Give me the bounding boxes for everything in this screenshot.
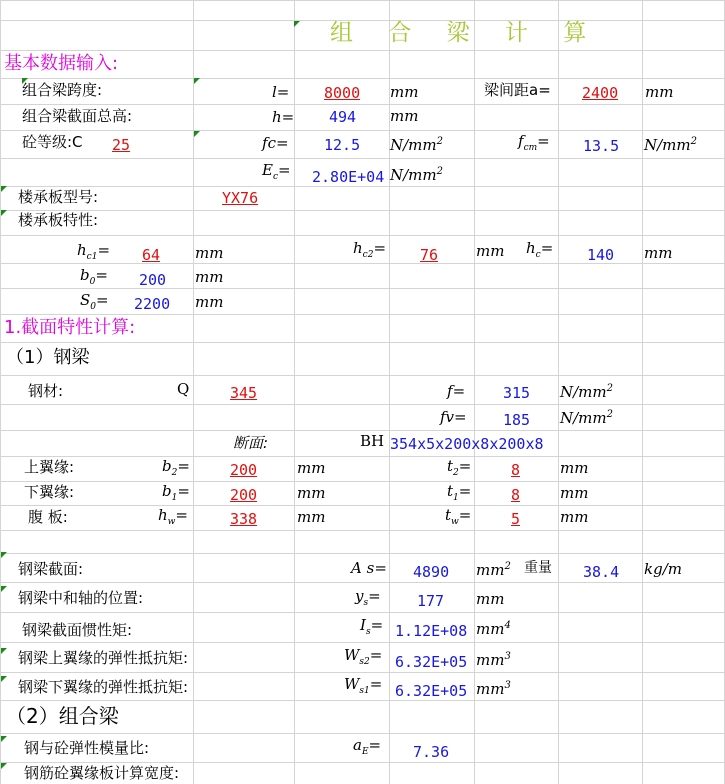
- cell-comment-marker: [1, 586, 7, 592]
- ec-subscript: c: [272, 172, 278, 182]
- bottom-flange-modulus-label: 钢梁下翼缘的弹性抵抗矩:: [18, 678, 189, 696]
- weight-unit: kg/m: [644, 560, 682, 578]
- effective-width-label: 钢筋砼翼缘板计算宽度:: [24, 764, 180, 782]
- cell-comment-marker: [1, 676, 7, 682]
- ws2-unit-sup: 3: [504, 651, 511, 662]
- neutral-axis-label: 钢梁中和轴的位置:: [18, 589, 144, 607]
- b1-subscript: 1: [171, 493, 178, 503]
- deck-properties-label: 楼承板特性:: [18, 211, 99, 229]
- cell-comment-marker: [1, 763, 7, 769]
- s0-subscript: 0: [90, 302, 97, 312]
- f-unit-text: N/mm: [560, 383, 607, 401]
- fc-unit-sup: 2: [436, 136, 444, 147]
- ws2-unit-text: mm: [476, 651, 505, 669]
- fcm-unit-sup: 2: [690, 136, 698, 147]
- fcm-equals: =: [537, 132, 550, 150]
- s0-letter: S: [80, 291, 91, 309]
- hc1-symbol: [77, 243, 110, 262]
- ec-letter: E: [262, 161, 273, 179]
- ws1-equals: =: [369, 675, 383, 693]
- t2-letter: t: [447, 457, 454, 475]
- is-value-cell[interactable]: 1.12E+08: [395, 622, 468, 640]
- s0-unit: mm: [195, 293, 224, 311]
- b1-unit: mm: [297, 484, 326, 502]
- fcm-value-cell[interactable]: 13.5: [583, 137, 620, 155]
- hc-symbol: [526, 241, 553, 260]
- hw-unit: mm: [297, 508, 326, 526]
- hc1-unit: mm: [195, 244, 224, 262]
- is-unit: [476, 621, 511, 637]
- cell-comment-marker: [1, 186, 7, 192]
- s0-value-cell[interactable]: 2200: [134, 295, 171, 313]
- hc1-value-cell[interactable]: 64: [142, 246, 161, 264]
- as-unit-text: mm: [476, 561, 505, 579]
- hw-letter: h: [158, 506, 168, 524]
- b0-unit: mm: [195, 268, 224, 286]
- ae-subscript: E: [361, 747, 369, 757]
- hc2-letter: h: [353, 239, 363, 257]
- top-flange-label: 上翼缘:: [24, 458, 75, 476]
- ws2-value-cell[interactable]: 6.32E+05: [395, 653, 468, 671]
- b2-value-cell[interactable]: 200: [230, 461, 258, 479]
- steel-area-label: 钢梁截面:: [18, 560, 84, 578]
- tw-equals: =: [458, 506, 472, 524]
- composite-beam-heading: （2）组合梁: [6, 704, 119, 728]
- hw-subscript: w: [167, 517, 176, 527]
- hc1-equals: =: [97, 241, 111, 259]
- fcm-unit: [644, 137, 697, 153]
- cell-comment-marker: [1, 552, 7, 558]
- ws2-symbol: [344, 648, 382, 667]
- b2-unit: mm: [297, 459, 326, 477]
- b0-equals: =: [95, 266, 108, 284]
- fcm-letter: f: [518, 132, 524, 150]
- is-symbol: [360, 618, 383, 637]
- ae-symbol: [353, 738, 381, 757]
- steel-beam-heading: （1）钢梁: [6, 347, 90, 368]
- t2-value-cell[interactable]: 8: [511, 461, 521, 479]
- hc2-value-cell[interactable]: 76: [420, 246, 439, 264]
- height-symbol: h=: [272, 108, 295, 126]
- ec-value-cell[interactable]: 2.80E+04: [312, 168, 385, 186]
- s0-symbol: [80, 293, 109, 312]
- ys-unit: mm: [476, 590, 505, 608]
- t1-subscript: 1: [453, 493, 459, 503]
- b2-subscript: 2: [171, 468, 178, 478]
- tw-unit: mm: [560, 508, 589, 526]
- concrete-grade-label: 砼等级:C: [22, 133, 83, 151]
- fv-symbol: [440, 410, 467, 425]
- hc-unit: mm: [644, 244, 673, 262]
- as-unit-sup: 2: [504, 561, 511, 572]
- f-value-cell[interactable]: 315: [503, 384, 531, 402]
- fv-equals: =: [454, 408, 467, 426]
- deck-type-label: 楼承板型号:: [18, 188, 99, 206]
- fc-value-cell[interactable]: 12.5: [324, 136, 361, 154]
- web-label: 腹 板:: [28, 508, 68, 526]
- moment-of-inertia-label: 钢梁截面惯性矩:: [22, 621, 133, 639]
- cell-comment-marker: [194, 78, 200, 84]
- ys-value-cell[interactable]: 177: [417, 592, 445, 610]
- as-subscript: s: [361, 559, 375, 577]
- f-equals: =: [452, 382, 466, 400]
- b2-letter: b: [162, 457, 172, 475]
- bh-value-cell[interactable]: 354x5x200x8x200x8: [390, 435, 544, 453]
- hc2-symbol: [353, 241, 386, 260]
- steel-material-label: 钢材:: [28, 382, 64, 400]
- t1-unit: mm: [560, 484, 589, 502]
- hc2-unit: mm: [476, 242, 505, 260]
- ys-equals: =: [368, 587, 381, 605]
- fc-subscript: c=: [267, 134, 289, 152]
- fc-letter: f: [262, 134, 268, 152]
- span-label: 组合梁跨度:: [22, 81, 103, 99]
- hc2-equals: =: [373, 239, 387, 257]
- f-letter: f: [447, 382, 453, 400]
- ws2-equals: =: [369, 646, 383, 664]
- cell-comment-marker: [1, 736, 7, 742]
- as-equals: =: [374, 559, 387, 577]
- b1-value-cell[interactable]: 200: [230, 486, 258, 504]
- cell-comment-marker: [22, 78, 28, 84]
- span-symbol: l=: [272, 83, 290, 101]
- fc-unit-text: N/mm: [390, 136, 437, 154]
- is-equals: =: [370, 616, 384, 634]
- beam-spacing-label: 梁间距a=: [484, 81, 551, 99]
- f-symbol: [447, 384, 465, 399]
- as-letter: A: [351, 559, 362, 577]
- ws2-letter: W: [344, 646, 360, 664]
- fv-letter: fv: [440, 408, 455, 426]
- hc2-subscript: c2: [362, 250, 374, 260]
- bh-prefix: BH: [360, 432, 385, 450]
- b0-subscript: 0: [89, 277, 96, 287]
- weight-value-cell[interactable]: 38.4: [583, 563, 620, 581]
- ws1-value-cell[interactable]: 6.32E+05: [395, 682, 468, 700]
- ec-symbol: [262, 163, 291, 182]
- page-title: 组 合 梁 计 算: [330, 20, 601, 46]
- b1-letter: b: [162, 482, 172, 500]
- section-basic-heading: 基本数据输入:: [4, 53, 119, 74]
- f-unit-sup: 2: [606, 383, 614, 394]
- t2-subscript: 2: [453, 468, 459, 478]
- t1-symbol: [447, 484, 471, 503]
- fcm-subscript: cm: [523, 143, 538, 153]
- cell-comment-marker: [1, 210, 7, 216]
- hw-symbol: [158, 508, 188, 527]
- b0-symbol: [80, 268, 108, 287]
- fv-unit-sup: 2: [606, 409, 614, 420]
- concrete-grade-value-cell[interactable]: 25: [112, 136, 131, 154]
- ws2-subscript: s2: [359, 657, 370, 667]
- hc-subscript: c: [535, 250, 541, 260]
- hc1-letter: h: [77, 241, 87, 259]
- top-flange-modulus-label: 钢梁上翼缘的弹性抵抗矩:: [18, 649, 189, 667]
- hc-letter: h: [526, 239, 536, 257]
- fc-unit: [390, 137, 443, 153]
- hw-equals: =: [175, 506, 188, 524]
- t1-letter: t: [447, 482, 454, 500]
- cell-comment-marker: [1, 648, 7, 654]
- s0-equals: =: [96, 291, 109, 309]
- cell-comment-marker: [194, 131, 200, 137]
- is-subscript: s: [365, 627, 371, 637]
- ae-value-cell[interactable]: 7.36: [413, 743, 450, 761]
- modulus-ratio-label: 钢与砼弹性模量比:: [24, 739, 150, 757]
- ws1-subscript: s1: [359, 686, 370, 696]
- ys-letter: y: [355, 587, 364, 605]
- b1-equals: =: [177, 482, 190, 500]
- as-unit: [476, 562, 511, 578]
- ws1-symbol: [344, 677, 382, 696]
- fv-value-cell[interactable]: 185: [503, 411, 531, 429]
- hc-value-cell[interactable]: 140: [587, 246, 615, 264]
- beam-spacing-value-cell[interactable]: 2400: [582, 84, 619, 102]
- hc1-subscript: c1: [86, 252, 98, 262]
- ws1-unit: [476, 681, 511, 697]
- t2-symbol: [447, 459, 471, 478]
- t2-equals: =: [458, 457, 472, 475]
- fv-unit: [560, 410, 613, 426]
- ws1-unit-text: mm: [476, 680, 505, 698]
- section-properties-heading: 1.截面特性计算:: [4, 317, 136, 338]
- ae-equals: =: [368, 736, 382, 754]
- tw-symbol: [445, 508, 471, 527]
- ys-subscript: s: [363, 598, 369, 608]
- is-unit-sup: 4: [504, 620, 511, 631]
- ys-symbol: [355, 589, 381, 608]
- b1-symbol: [162, 484, 190, 503]
- t1-equals: =: [458, 482, 472, 500]
- ec-equals: =: [278, 161, 291, 179]
- b2-equals: =: [177, 457, 190, 475]
- t2-unit: mm: [560, 459, 589, 477]
- deck-type-value-cell[interactable]: YX76: [222, 189, 259, 207]
- t1-value-cell[interactable]: 8: [511, 486, 521, 504]
- height-value-cell[interactable]: 494: [329, 108, 357, 126]
- b2-symbol: [162, 459, 190, 478]
- cell-comment-marker: [294, 21, 300, 27]
- fv-unit-text: N/mm: [560, 409, 607, 427]
- hc-equals: =: [540, 239, 554, 257]
- fc-symbol: [262, 136, 289, 151]
- tw-letter: t: [445, 506, 452, 524]
- fcm-symbol: [518, 134, 550, 153]
- as-symbol: [351, 561, 387, 576]
- b0-letter: b: [80, 266, 90, 284]
- ec-unit: [390, 167, 443, 183]
- steel-grade-value-cell[interactable]: 345: [230, 384, 258, 402]
- is-unit-text: mm: [476, 620, 505, 638]
- weight-label: 重量: [524, 560, 552, 576]
- span-value-cell[interactable]: 8000: [324, 84, 361, 102]
- ws2-unit: [476, 652, 511, 668]
- as-value-cell[interactable]: 4890: [413, 563, 450, 581]
- tw-value-cell[interactable]: 5: [511, 510, 521, 528]
- tw-subscript: w: [451, 517, 459, 527]
- section-height-label: 组合梁截面总高:: [22, 107, 133, 125]
- height-unit: mm: [390, 107, 419, 125]
- is-letter: I: [360, 616, 366, 634]
- fcm-unit-text: N/mm: [644, 136, 691, 154]
- f-unit: [560, 384, 613, 400]
- ws1-letter: W: [344, 675, 360, 693]
- ae-letter: a: [353, 736, 362, 754]
- b0-value-cell[interactable]: 200: [139, 271, 167, 289]
- beam-spacing-unit: mm: [645, 83, 674, 101]
- hw-value-cell[interactable]: 338: [230, 510, 258, 528]
- steel-grade-prefix: Q: [177, 380, 190, 398]
- ec-unit-sup: 2: [436, 166, 444, 177]
- ws1-unit-sup: 3: [504, 680, 511, 691]
- span-unit: mm: [390, 83, 419, 101]
- section-shape-label: 断面:: [233, 434, 269, 452]
- ec-unit-text: N/mm: [390, 166, 437, 184]
- bottom-flange-label: 下翼缘:: [24, 483, 75, 501]
